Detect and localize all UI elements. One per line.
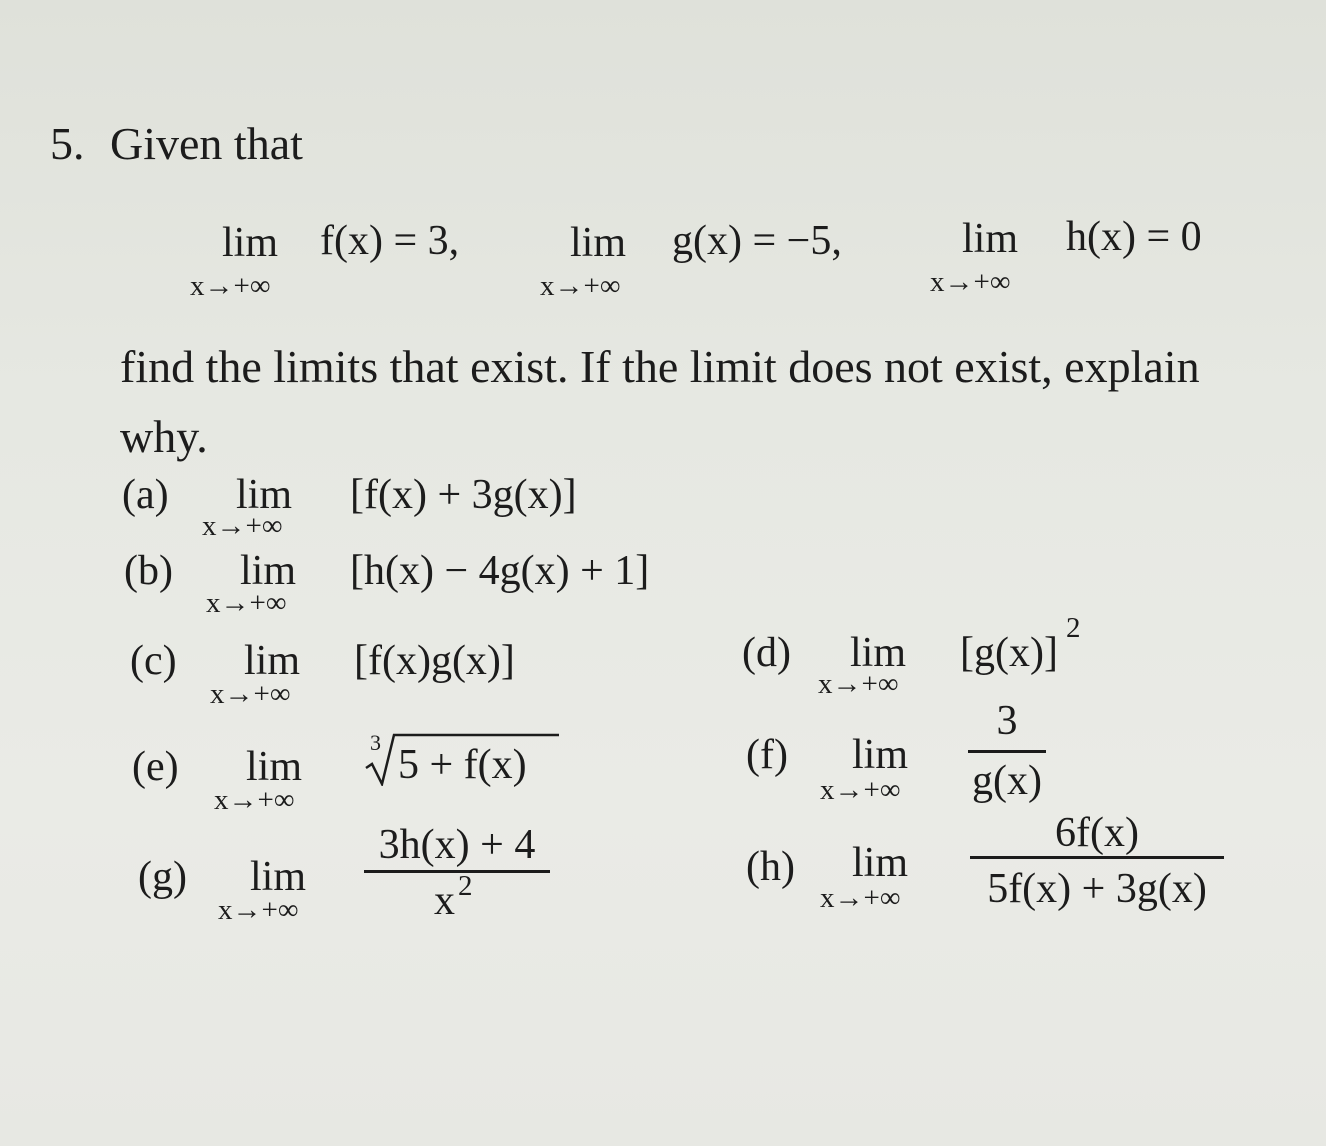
part-h-label: (h) — [746, 844, 795, 890]
part-d-lim: lim — [850, 630, 907, 676]
part-a-expr: [f(x) + 3g(x)] — [350, 472, 577, 518]
part-h-lim: lim — [852, 840, 909, 886]
part-f-numerator: 3 — [996, 698, 1018, 744]
given-2-sub: x→+∞ — [540, 270, 621, 302]
part-d-exponent: 2 — [1066, 612, 1081, 644]
part-g-numerator: 3h(x) + 4 — [378, 822, 536, 868]
part-c-lim: lim — [244, 638, 301, 684]
part-a-label: (a) — [122, 472, 169, 518]
part-e-label: (e) — [132, 744, 179, 790]
part-e-root-index: 3 — [370, 730, 381, 755]
problem-intro: Given that — [110, 118, 303, 169]
part-h-fraction-bar — [970, 856, 1224, 859]
part-a-sub: x→+∞ — [202, 510, 283, 542]
part-g-denominator: x — [434, 878, 455, 924]
part-e-sub: x→+∞ — [214, 784, 295, 816]
given-3-expr: h(x) = 0 — [1066, 214, 1202, 260]
part-f-fraction-bar — [968, 750, 1046, 753]
part-f-sub: x→+∞ — [820, 774, 901, 806]
part-a-lim: lim — [236, 472, 293, 518]
given-1-lim: lim — [222, 220, 279, 266]
given-1-sub: x→+∞ — [190, 270, 271, 302]
part-b-sub: x→+∞ — [206, 587, 287, 619]
part-e-radicand: 5 + f(x) — [398, 742, 527, 788]
part-g-lim: lim — [250, 854, 307, 900]
part-c-label: (c) — [130, 638, 177, 684]
part-b-lim: lim — [240, 548, 297, 594]
part-b-label: (b) — [124, 548, 173, 594]
part-c-sub: x→+∞ — [210, 678, 291, 710]
given-3-sub: x→+∞ — [930, 266, 1011, 298]
given-2-lim: lim — [570, 220, 627, 266]
part-e-lim: lim — [246, 744, 303, 790]
part-h-denominator: 5f(x) + 3g(x) — [987, 866, 1207, 912]
part-f-lim: lim — [852, 732, 909, 778]
part-f-denominator: g(x) — [972, 758, 1042, 804]
instruction-line-1: find the limits that exist. If the limit does not exist, explain — [120, 341, 1200, 392]
instruction-line-2: why. — [120, 411, 208, 462]
part-d-label: (d) — [742, 630, 791, 676]
part-f-label: (f) — [746, 732, 788, 778]
given-2-expr: g(x) = −5, — [672, 218, 842, 264]
part-g-den-exponent: 2 — [458, 870, 473, 902]
part-h-numerator: 6f(x) — [1055, 810, 1139, 856]
part-b-expr: [h(x) − 4g(x) + 1] — [350, 548, 650, 594]
part-g-label: (g) — [138, 854, 187, 900]
part-d-sub: x→+∞ — [818, 668, 899, 700]
problem-number: 5. — [50, 118, 85, 169]
part-g-sub: x→+∞ — [218, 894, 299, 926]
part-g-fraction-bar — [364, 870, 550, 873]
part-c-expr: [f(x)g(x)] — [354, 638, 515, 684]
given-1-expr: f(x) = 3, — [320, 218, 460, 264]
part-d-expr: [g(x)] — [960, 630, 1058, 676]
part-h-sub: x→+∞ — [820, 882, 901, 914]
given-3-lim: lim — [962, 216, 1019, 262]
